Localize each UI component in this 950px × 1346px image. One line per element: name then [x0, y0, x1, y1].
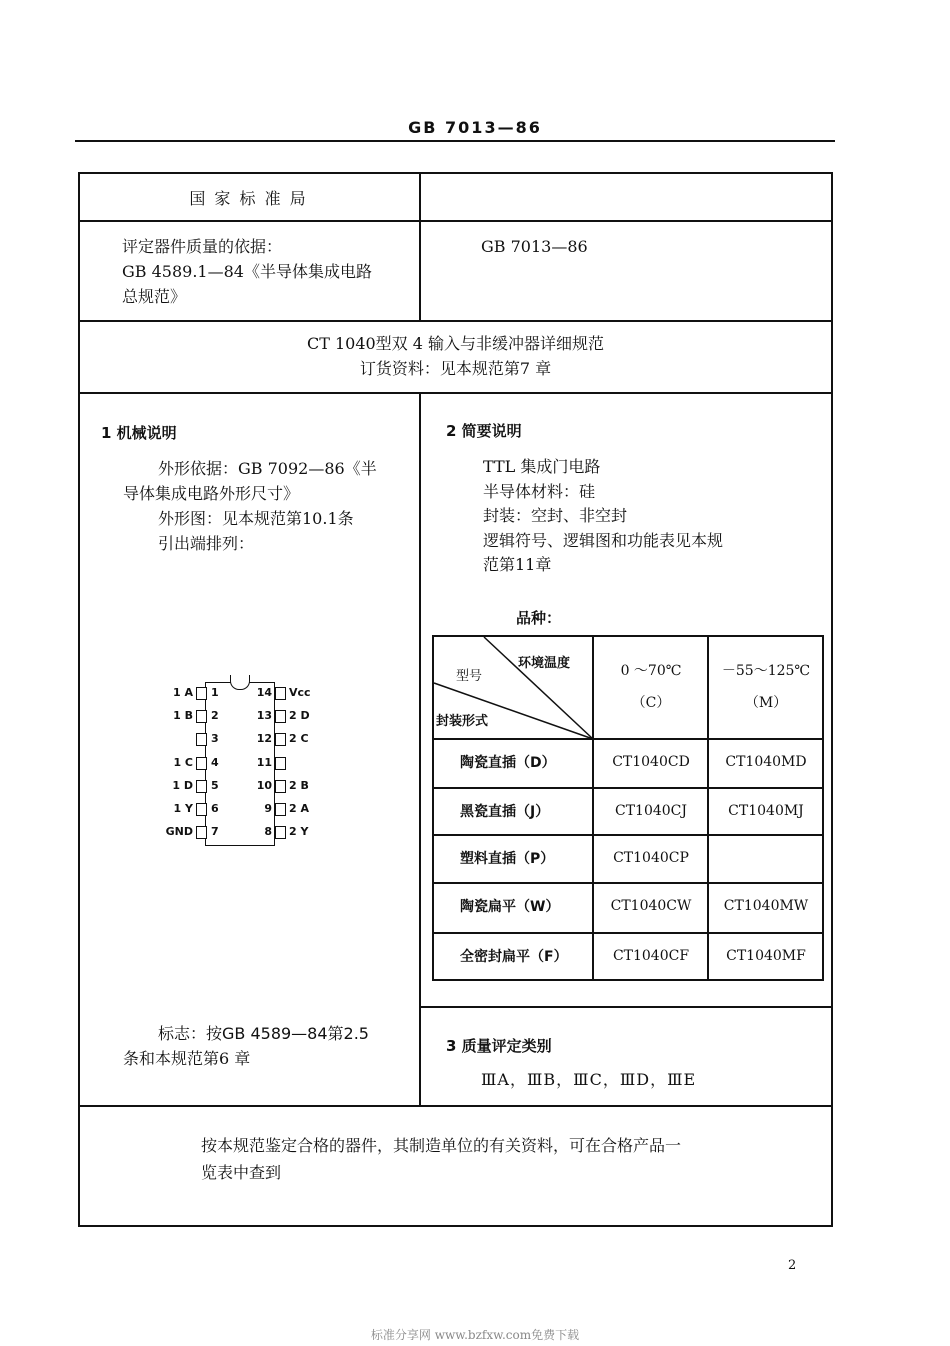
section-1-line: 导体集成电路外形尺寸》: [123, 484, 300, 503]
basis-line-2: GB 4589.1—84《半导体集成电路: [122, 262, 372, 281]
corner-ambient-temp: 环境温度: [518, 656, 571, 671]
commercial-model-cell: CT1040CW: [610, 898, 692, 914]
pin-label: GND: [165, 825, 193, 839]
row-divider: [78, 220, 833, 222]
section-1-line: 外形图：见本规范第10.1条: [158, 509, 354, 528]
commercial-model-cell: CT1040CJ: [614, 803, 687, 819]
pin-lead: [275, 803, 286, 816]
row-divider: [78, 1105, 833, 1107]
watermark-footer: 标准分享网 www.bzfxw.com免费下载: [370, 1328, 580, 1342]
commercial-model-cell: CT1040CP: [613, 850, 689, 866]
corner-package: 封装形式: [436, 714, 489, 729]
row-divider: [78, 392, 833, 394]
corner-type: 型号: [456, 669, 483, 684]
military-model-cell: CT1040MW: [723, 898, 809, 914]
pin-number: 9: [264, 802, 272, 815]
pin-lead: [196, 710, 207, 723]
bottom-note-line-2: 览表中查到: [201, 1163, 282, 1182]
pin-number: 6: [211, 802, 219, 815]
pin-label: Vcc: [289, 686, 311, 699]
pin-lead: [196, 803, 207, 816]
section-2-line: 封装：空封、非空封: [483, 506, 628, 525]
section-2-line: TTL 集成门电路: [483, 457, 601, 476]
pin-number: 2: [211, 709, 219, 723]
pin-lead: [275, 710, 286, 723]
col-c-code: （C）: [631, 695, 671, 711]
pin-lead: [275, 780, 286, 793]
military-model-cell: CT1040MD: [725, 754, 807, 770]
package-cell: 陶瓷直插（D）: [460, 755, 556, 771]
pin-label: 2 Y: [289, 825, 309, 839]
row-divider: [78, 320, 833, 322]
pin-number: 11: [256, 755, 272, 769]
pin-label: 2 A: [289, 802, 309, 815]
pin-lead: [196, 826, 207, 839]
pin-label: 1 A: [173, 686, 193, 699]
quality-categories: ⅢA，ⅢB，ⅢC，ⅢD，ⅢE: [481, 1070, 697, 1089]
col-divider: [419, 392, 421, 1106]
pin-label: 1 B: [173, 709, 193, 723]
military-model-cell: CT1040MF: [726, 948, 806, 964]
pin-lead: [196, 733, 207, 746]
ordering-info: 订货资料：见本规范第7 章: [359, 359, 552, 378]
section-2-heading: 2 简要说明: [446, 422, 522, 440]
pin-label: 2 B: [289, 778, 309, 792]
pin-number: 14: [256, 686, 272, 699]
spec-code: GB 7013—86: [481, 237, 588, 256]
col-c-range: 0 ～70℃: [620, 663, 682, 679]
pin-number: 13: [256, 709, 272, 723]
marking-line-1: 标志：按GB 4589—84第2.5: [158, 1024, 369, 1043]
pin-lead: [196, 687, 207, 700]
package-cell: 全密封扁平（F）: [460, 949, 568, 965]
bottom-note-line-1: 按本规范鉴定合格的器件，其制造单位的有关资料，可在合格产品一: [201, 1136, 682, 1155]
basis-line-3: 总规范》: [122, 287, 187, 306]
pin-lead: [275, 826, 286, 839]
package-cell: 陶瓷扁平（W）: [460, 899, 560, 915]
pin-lead: [275, 757, 286, 770]
military-model-cell: CT1040MJ: [728, 803, 804, 819]
pin-number: 10: [256, 778, 272, 792]
standard-code-header: GB 7013—86: [408, 118, 542, 137]
basis-line-1: 评定器件质量的依据：: [122, 237, 283, 256]
commercial-model-cell: CT1040CD: [612, 754, 690, 770]
section-2-line: 范第11章: [483, 555, 552, 574]
col-m-range: －55～125℃: [721, 663, 811, 679]
pin-label: 2 C: [289, 732, 309, 746]
section-2-line: 半导体材料：硅: [483, 482, 596, 501]
section-3-heading: 3 质量评定类别: [446, 1037, 552, 1055]
pin-lead: [275, 687, 286, 700]
col-divider: [419, 172, 421, 321]
pin-label: 1 Y: [173, 802, 193, 815]
military-model-cell: [709, 835, 823, 881]
pin-label: 2 D: [289, 709, 310, 723]
pin-number: 8: [264, 825, 272, 839]
pin-lead: [275, 733, 286, 746]
issuing-bureau: 国 家 标 准 局: [189, 189, 308, 208]
pin-number: 5: [211, 778, 219, 792]
marking-line-2: 条和本规范第6 章: [123, 1049, 251, 1068]
pin-lead: [196, 757, 207, 770]
pin-number: 3: [211, 732, 219, 746]
pin-number: 12: [256, 732, 272, 746]
spec-title: CT 1040型双 4 输入与非缓冲器详细规范: [306, 334, 605, 353]
section-2-line: 逻辑符号、逻辑图和功能表见本规: [483, 531, 724, 550]
pin-number: 1: [211, 686, 219, 699]
package-cell: 黑瓷直插（J）: [460, 804, 550, 820]
pin-number: 4: [211, 755, 219, 769]
section-1-heading: 1 机械说明: [101, 424, 177, 442]
pin-label: 1 D: [172, 778, 193, 792]
page-number: 2: [788, 1258, 797, 1273]
variants-label: 品种：: [516, 609, 562, 627]
pin-number: 7: [211, 825, 219, 839]
package-cell: 塑料直插（P）: [460, 851, 555, 867]
commercial-model-cell: CT1040CF: [612, 948, 690, 964]
row-divider: [420, 1006, 833, 1008]
pin-lead: [196, 780, 207, 793]
header-rule: [75, 140, 835, 142]
pin-label: 1 C: [173, 755, 193, 769]
col-m-code: （M）: [744, 695, 788, 711]
section-1-line: 引出端排列：: [158, 534, 255, 553]
section-1-line: 外形依据：GB 7092—86《半: [158, 459, 377, 478]
